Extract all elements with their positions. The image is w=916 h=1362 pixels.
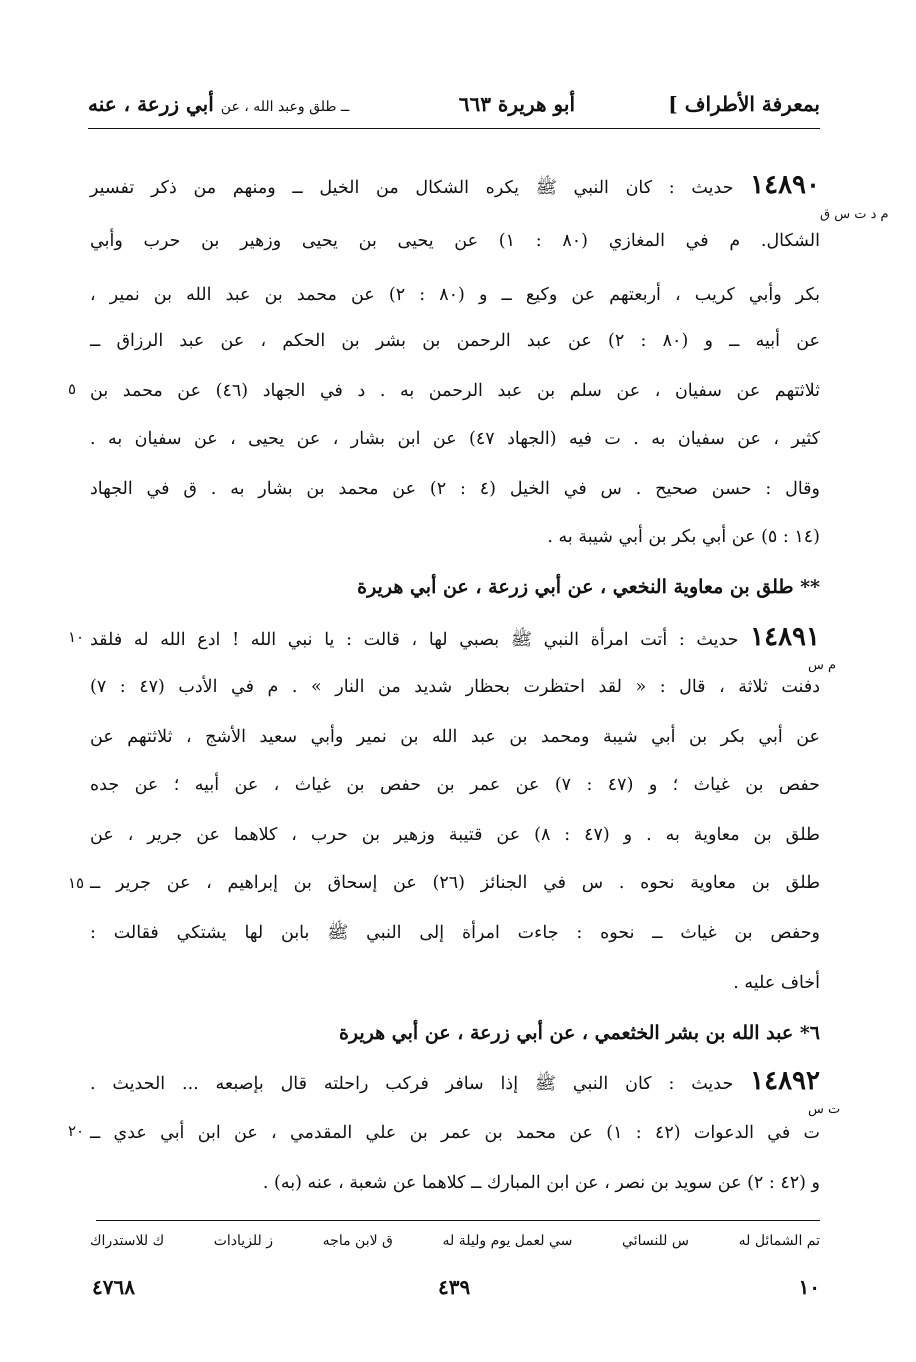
hadith-text: ت في الدعوات (٤٢ : ١) عن محمد بن عمر بن علي المقدمي ، عن ابن أبي عدي ــ [90,1123,820,1143]
header-left-small: ــ طلق وعبد الله ، عن [220,99,350,115]
margin-marks: م د ت س ق [820,207,889,222]
hadith-text: عن أبيه ــ و (٨٠ : ٢) عن عبد الرحمن بن بشر بن الحكم ، عن عبد الرزاق ــ [90,331,821,351]
header-right: بمعرفة الأطراف ] [668,92,820,116]
hadith-text: (١٤ : ٥) عن أبي بكر بن أبي شيبة به . [547,527,820,547]
hadith-text: أخاف عليه . [733,973,820,993]
hadith-text: و (٤٢ : ٢) عن سويد بن نصر ، عن ابن المبارك ــ كلاهما عن شعبة ، عنه (به) . [262,1173,820,1193]
hadith-text: طلق بن معاوية به . و (٤٧ : ٨) عن قتيبة وزهير بن حرب ، كلاهما عن جرير ، عن [90,825,820,845]
margin-marks: ت س [808,1102,841,1117]
hadith-text: حديث : أتت امرأة النبي ﷺ بصبي لها ، قالت : يا نبي الله ! ادع الله له فلقد [90,630,739,650]
hadith-text: بكر وأبي كريب ، أربعتهم عن وكيع ــ و (٨٠ : ٢) عن محمد بن عبد الله بن نمير ، [90,285,820,305]
margin-marks: م س [808,658,837,673]
hadith-14890-line-1 [90,164,820,206]
hadith-text: كثير ، عن سفيان به . ت فيه (الجهاد ٤٧) عن ابن بشار ، عن يحيى ، عن سفيان به . [90,429,820,449]
footer-left-number: ٤٧٦٨ [92,1275,135,1299]
hadith-text: حفص بن غياث ؛ و (٤٧ : ٧) عن عمر بن حفص بن غياث ، عن أبيه ؛ عن جده [90,775,820,795]
footnote-item: سي لعمل يوم وليلة له [442,1233,573,1249]
hadith-number: ١٤٨٩١ [750,622,820,652]
header-middle: أبو هريرة ٦٦٣ [458,92,575,116]
line-number: ٥ [68,380,77,398]
hadith-text: حديث : كان النبي ﷺ يكره الشكال من الخيل ــ ومنهم من ذكر تفسير [90,178,734,198]
hadith-text: الشكال. م في المغازي (٨٠ : ١) عن يحيى بن يحيى وزهير بن حرب وأبي [90,231,820,251]
footnote-item: تم الشمائل له [738,1233,820,1249]
section-heading: ** طلق بن معاوية النخعي ، عن أبي زرعة ، عن أبي هريرة [357,576,820,598]
hadith-text: ثلاثتهم عن سفيان ، عن سلم بن عبد الرحمن به . د في الجهاد (٤٦) عن محمد بن [90,381,821,401]
footnote-item: ق لابن ماجه [322,1233,393,1249]
running-header [88,88,820,129]
hadith-text: حديث : كان النبي ﷺ إذا سافر فركب راحلته قال بإصبعه ... الحديث . [90,1074,734,1094]
header-left-text: أبي زرعة ، عنه [88,92,214,116]
hadith-14891-line-1 [90,616,820,658]
footnote-item: س للنسائي [622,1233,689,1249]
hadith-number: ١٤٨٩٠ [750,170,820,200]
footnotes [90,1226,820,1256]
hadith-text: طلق بن معاوية نحوه . س في الجنائز (٢٦) عن إسحاق بن إبراهيم ، عن جرير ــ [90,873,821,893]
line-number: ١٥ [68,874,85,892]
footnote-item: ك للاستدراك [90,1233,165,1249]
footnote-rule [96,1220,820,1221]
hadith-text: وقال : حسن صحيح . س في الخيل (٤ : ٢) عن محمد بن بشار به . ق في الجهاد [90,479,820,499]
hadith-text: دفنت ثلاثة ، قال : « لقد احتظرت بحظار شديد من النار » . م في الأدب (٤٧ : ٧) [90,677,820,697]
section-heading: ٦* عبد الله بن بشر الخثعمي ، عن أبي زرعة ، عن أبي هريرة [338,1022,820,1044]
footnote-item: ز للزيادات [213,1233,274,1249]
line-number: ٢٠ [68,1122,85,1140]
header-left [88,92,349,116]
hadith-text: وحفص بن غياث ــ نحوه : جاءت امرأة إلى النبي ﷺ بابن لها يشتكي فقالت : [90,923,820,943]
line-number: ١٠ [68,628,85,646]
hadith-text: عن أبي بكر بن أبي شيبة ومحمد بن عبد الله بن نمير وأبي سعيد الأشج ، ثلاثتهم عن [90,727,820,747]
page-number: ٤٣٩ [438,1275,471,1299]
footer-right-number: ١٠ [798,1275,820,1299]
hadith-number: ١٤٨٩٢ [750,1066,820,1096]
hadith-14892-line-1 [90,1060,820,1102]
